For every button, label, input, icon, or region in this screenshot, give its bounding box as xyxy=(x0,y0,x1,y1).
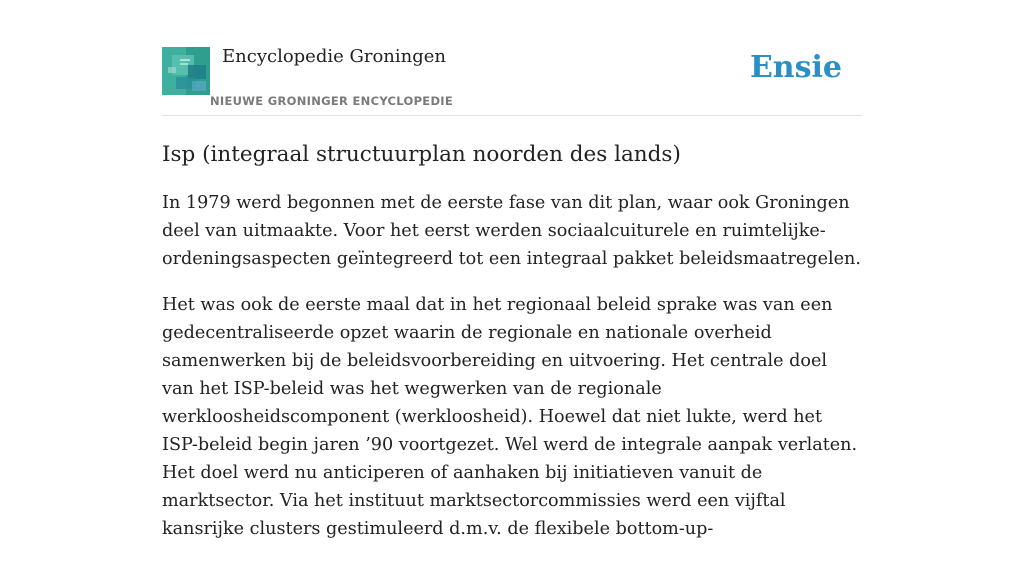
article-paragraph: Het was ook de eerste maal dat in het regionaal beleid sprake was van een gedecentraliseerde opzet waarin de regionale en nationale overheid samenwerken bij de beleidsvoorbereiding en uitvoering. Het centrale doel van het ISP-beleid was het wegwerken van de regionale werkloosheidscomponent (werkloosheid). Hoewel dat niet lukte, werd het ISP-beleid begin jaren ’90 voortgezet. Wel werd de integrale aanpak verlaten. Het doel werd nu anticiperen of aanhaken bij initiatieven vanuit de marktsector. Via het instituut marktsectorcommissies werd een vijftal kansrijke clusters gestimuleerd d.m.v. de flexibele bottom-up- xyxy=(162,295,858,539)
source-subtitle: NIEUWE GRONINGER ENCYCLOPEDIE xyxy=(210,94,454,108)
source-header xyxy=(162,0,862,116)
article-body xyxy=(162,189,862,543)
brand-logo[interactable]: Ensie xyxy=(749,50,842,85)
source-title[interactable]: Encyclopedie Groningen xyxy=(222,46,447,67)
article-title: Isp (integraal structuurplan noorden des lands) xyxy=(162,142,681,167)
content-container xyxy=(162,0,862,561)
article-paragraph: In 1979 werd begonnen met de eerste fase van dit plan, waar ook Groningen deel van uitmaakte. Voor het eerst werden sociaalcuiturele en ruimtelijke-ordeningsaspecten geïntegreerd tot een integraal pakket beleidsmaatregelen. xyxy=(162,193,861,269)
encyclopedia-cover-icon[interactable] xyxy=(162,47,210,95)
